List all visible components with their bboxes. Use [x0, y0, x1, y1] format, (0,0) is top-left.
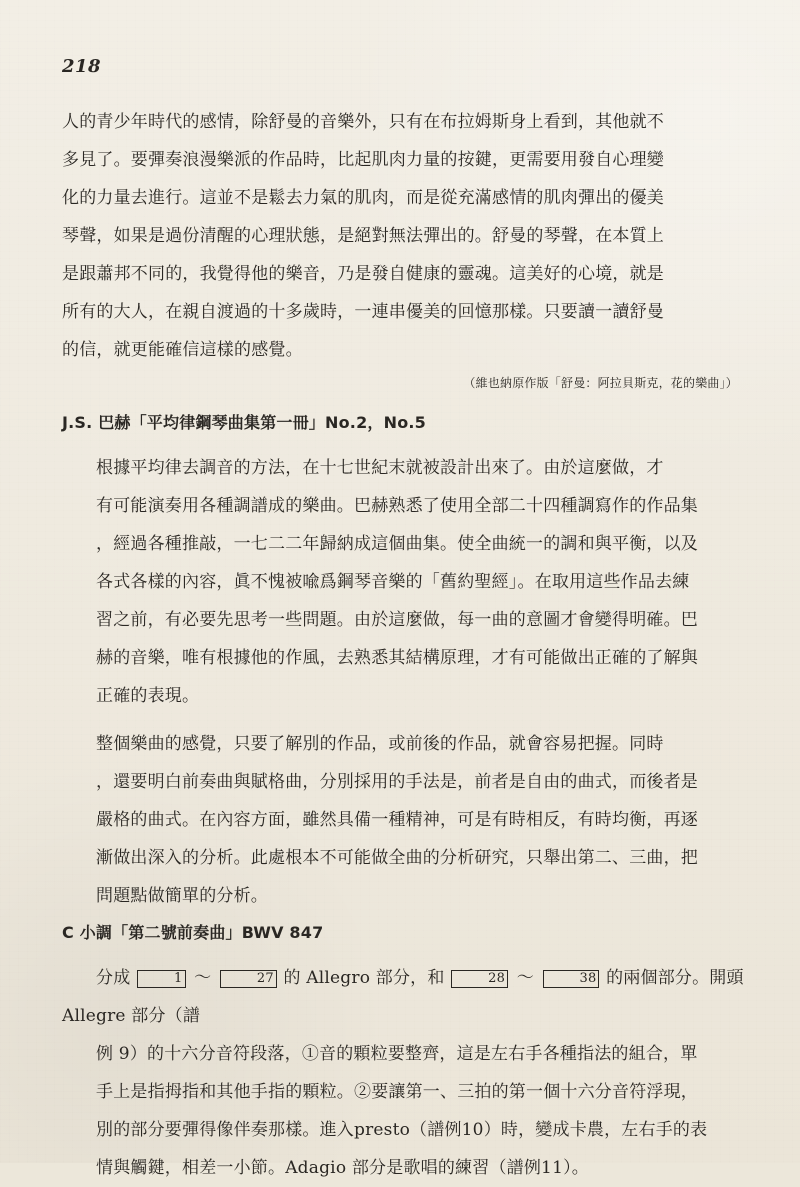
c-minor-line-4: 別的部分要彈得像伴奏那樣。進入presto（譜例10）時，變成卡農，左右手的表 — [96, 1120, 708, 1140]
bach-paragraph-1-line-3: ，經過各種推敲，一七二二年歸納成這個曲集。使全曲統一的調和與平衡，以及 — [96, 534, 698, 554]
c-minor-section-heading: C 小調「第二號前奏曲」BWV 847 — [62, 923, 324, 942]
intro-line-5: 是跟蕭邦不同的，我覺得他的樂音，乃是發自健康的靈魂。這美好的心境，就是 — [62, 264, 664, 284]
c-minor-line-1-prefix: 分成 — [96, 968, 131, 988]
range-separator-2: ～ — [516, 968, 534, 988]
bach-paragraph-1-line-6: 赫的音樂，唯有根據他的作風，去熟悉其結構原理，才有可能做出正確的了解與 — [96, 648, 698, 668]
bach-paragraph-2-line-5: 問題點做簡單的分析。 — [96, 886, 268, 906]
measure-box-38: 38 — [543, 970, 600, 988]
bach-paragraph-2-line-3: 嚴格的曲式。在內容方面，雖然具備一種精神，可是有時相反，有時均衡，再逐 — [96, 810, 698, 830]
bach-paragraph-2 — [62, 725, 748, 915]
intro-paragraph — [62, 103, 748, 369]
bach-section-heading: J.S. 巴赫「平均律鋼琴曲集第一冊」No.2，No.5 — [62, 413, 426, 432]
bach-paragraph-1-line-2: 有可能演奏用各種調譜成的樂曲。巴赫熟悉了使用全部二十四種調寫作的作品集 — [96, 496, 698, 516]
bach-paragraph-2-line-2: ，還要明白前奏曲與賦格曲，分別採用的手法是，前者是自由的曲式，而後者是 — [96, 772, 698, 792]
measure-box-1: 1 — [137, 970, 185, 988]
measure-box-28: 28 — [451, 970, 508, 988]
bach-paragraph-1 — [62, 449, 748, 715]
c-minor-paragraph — [62, 959, 748, 1187]
intro-line-4: 琴聲，如果是過份清醒的心理狀態，是絕對無法彈出的。舒曼的琴聲，在本質上 — [62, 226, 664, 246]
intro-line-1: 人的青少年時代的感情，除舒曼的音樂外，只有在布拉姆斯身上看到，其他就不 — [62, 112, 664, 132]
c-minor-line-1 — [62, 959, 748, 1035]
bach-paragraph-2-line-4: 漸做出深入的分析。此處根本不可能做全曲的分析研究，只舉出第二、三曲，把 — [96, 848, 698, 868]
source-citation: （維也納原作版「舒曼：阿拉貝斯克，花的樂曲」） — [463, 376, 738, 390]
bach-paragraph-2-line-1: 整個樂曲的感覺，只要了解別的作品，或前後的作品，就會容易把握。同時 — [96, 734, 664, 754]
measure-box-27: 27 — [220, 970, 277, 988]
c-minor-line-2: 例 9）的十六分音符段落，①音的顆粒要整齊，這是左右手各種指法的組合，單 — [96, 1044, 698, 1064]
bach-paragraph-1-line-4: 各式各樣的內容，眞不愧被喩爲鋼琴音樂的「舊約聖經」。在取用這些作品去練 — [96, 572, 690, 592]
c-minor-line-1-middle: 的 Allegro 部分，和 — [283, 968, 445, 988]
page-number: 218 — [62, 56, 102, 77]
intro-line-3: 化的力量去進行。這並不是鬆去力氣的肌肉，而是從充滿感情的肌肉彈出的優美 — [62, 188, 664, 208]
range-separator-1: ～ — [194, 968, 212, 988]
bach-paragraph-1-line-7: 正確的表現。 — [96, 686, 200, 706]
intro-line-7: 的信，就更能確信這樣的感覺。 — [62, 340, 303, 360]
c-minor-line-1-suffix: 的兩個部分。開頭 Allegre 部分（譜 — [62, 968, 744, 1026]
bach-paragraph-1-line-5: 習之前，有必要先思考一些問題。由於這麼做，每一曲的意圖才會變得明確。巴 — [96, 610, 698, 630]
bach-paragraph-1-line-1: 根據平均律去調音的方法，在十七世紀末就被設計出來了。由於這麼做，才 — [96, 458, 664, 478]
intro-line-6: 所有的大人，在親自渡過的十多歲時，一連串優美的回憶那樣。只要讀一讀舒曼 — [62, 302, 664, 322]
c-minor-line-3: 手上是指拇指和其他手指的顆粒。②要讓第一、三拍的第一個十六分音符浮現， — [96, 1082, 698, 1102]
c-minor-line-5: 情與觸鍵，相差一小節。Adagio 部分是歌唱的練習（譜例11）。 — [96, 1158, 589, 1178]
intro-line-2: 多見了。要彈奏浪漫樂派的作品時，比起肌肉力量的按鍵，更需要用發自心理變 — [62, 150, 664, 170]
